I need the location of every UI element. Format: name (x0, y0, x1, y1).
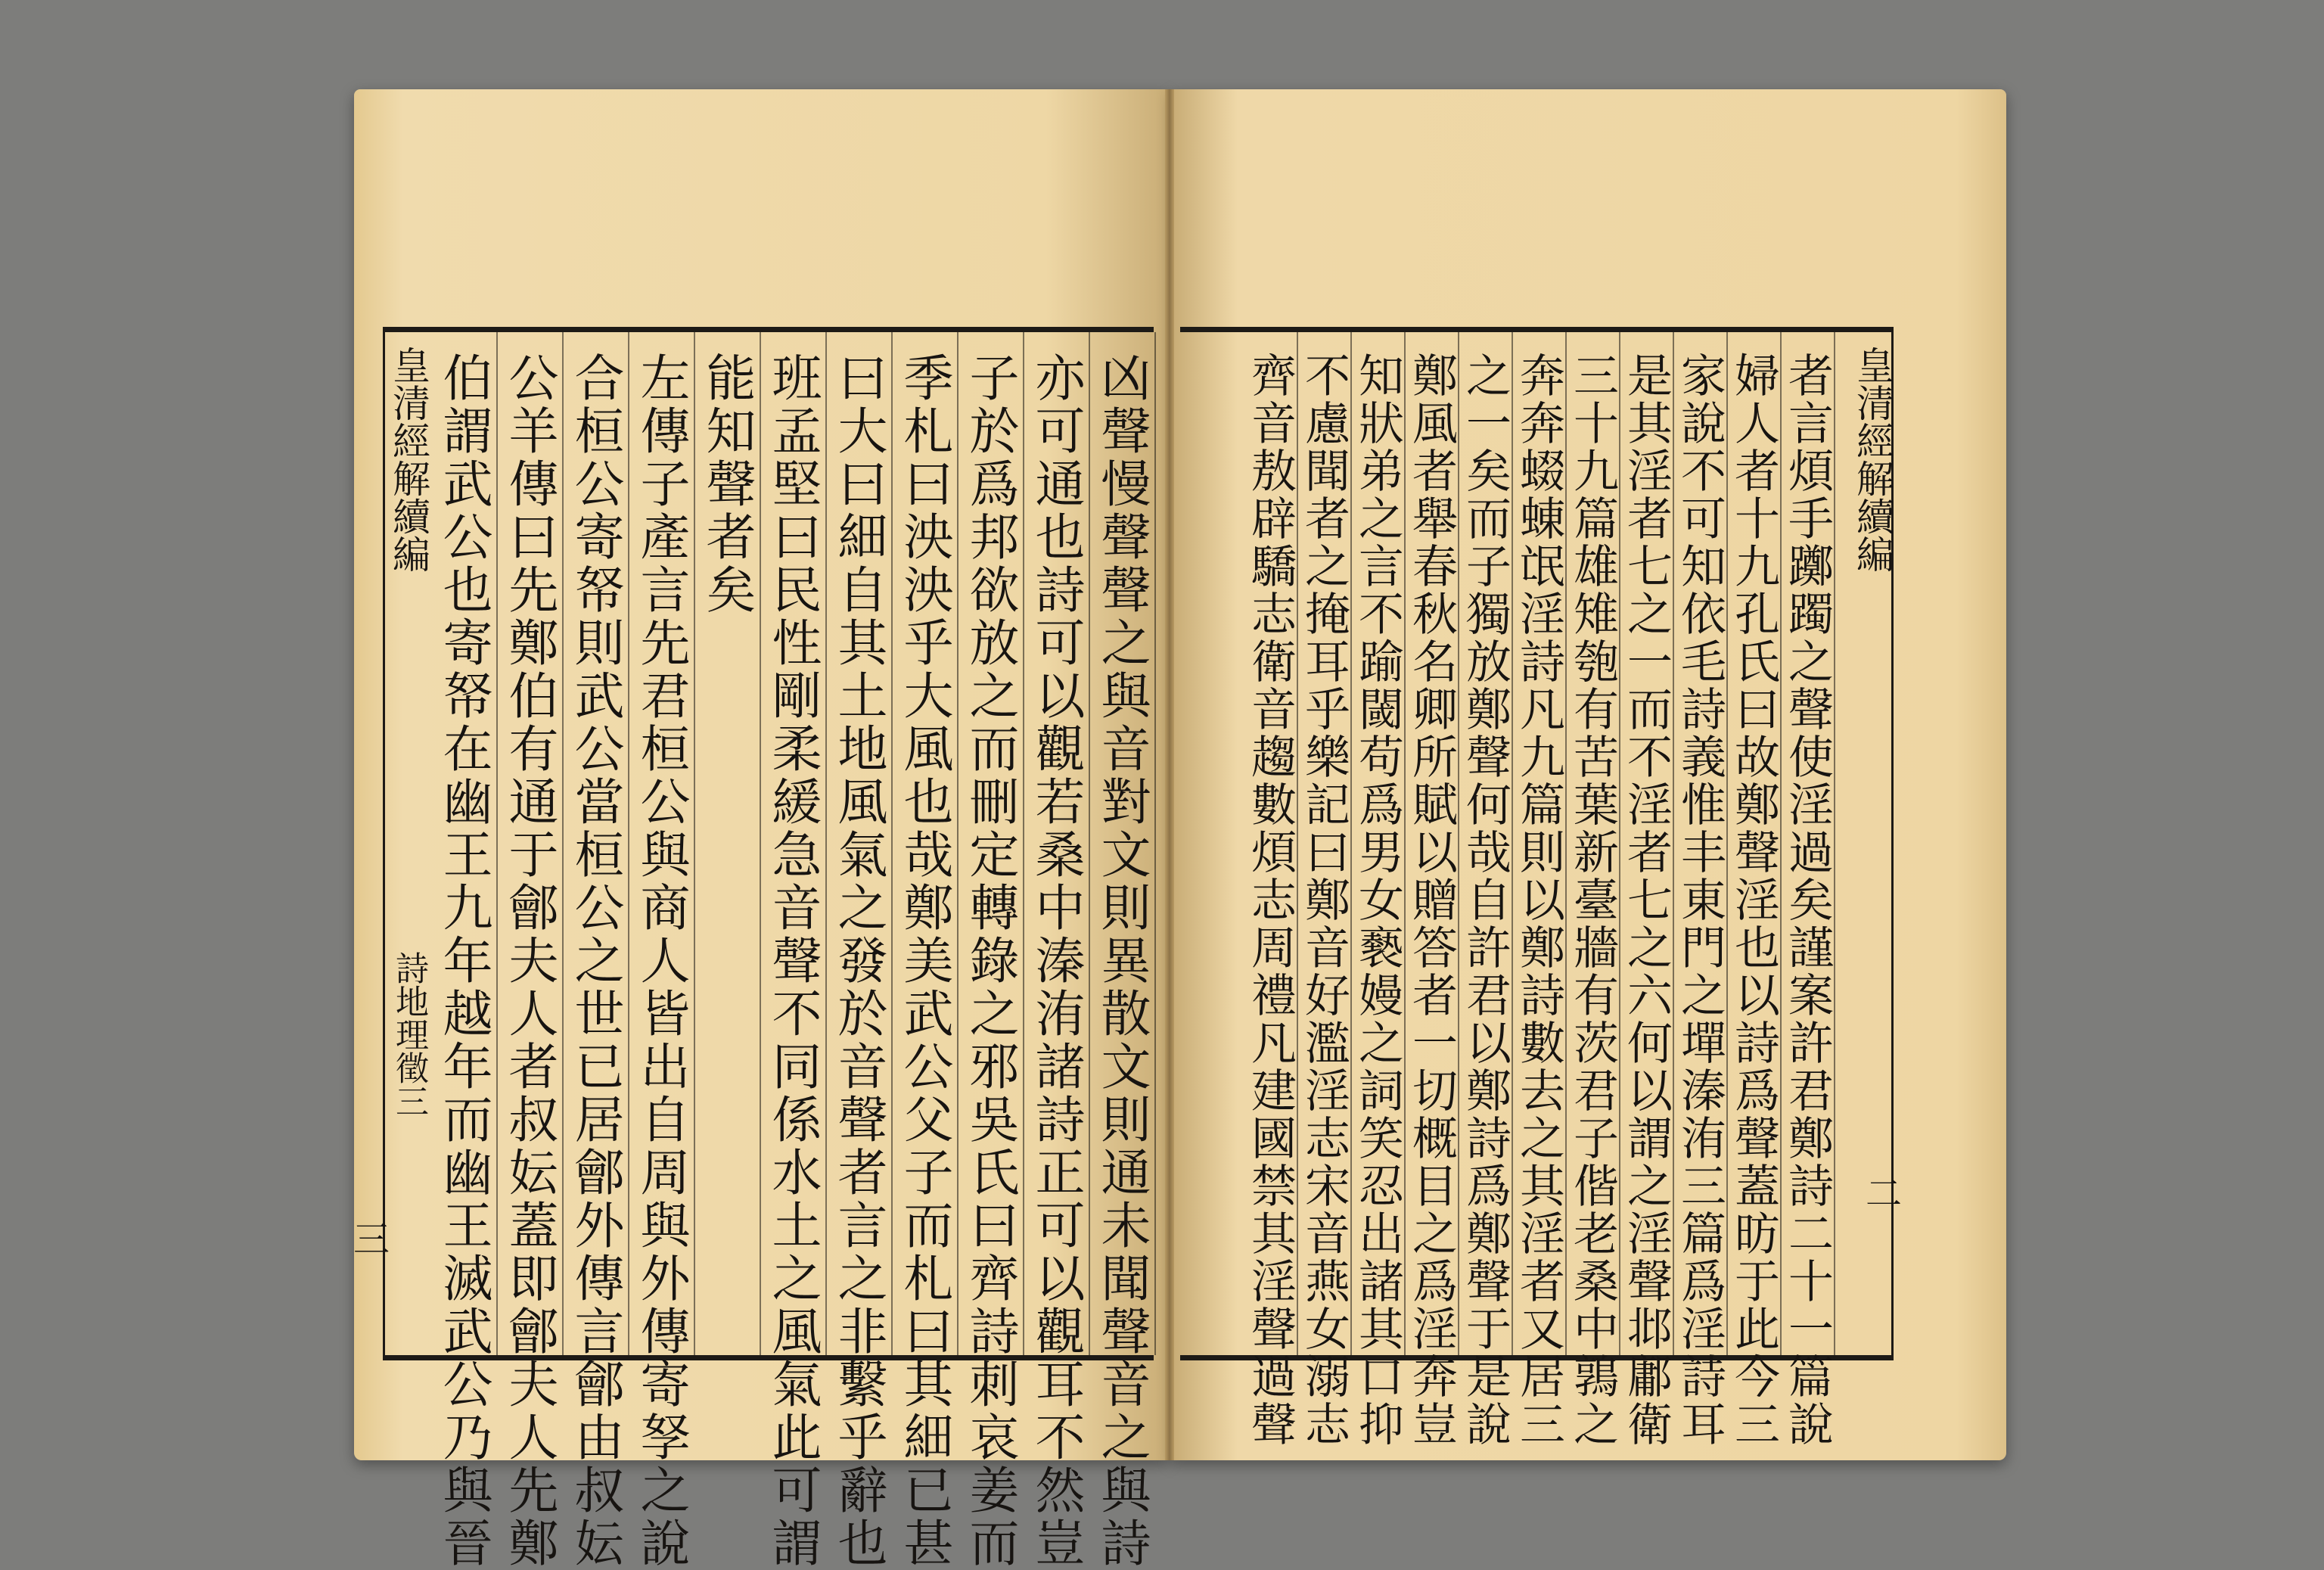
margin-book-title: 皇清經解續編 (387, 346, 430, 573)
text-column: 合桓公寄帑則武公當桓公之世已居鄶外傳言鄶由叔妘 (564, 332, 629, 1355)
text-column: 齊音敖辟驕志衛音趨數煩志周禮凡建國禁其淫聲過聲 (1244, 332, 1298, 1355)
text-column: 曰大曰細自其土地風氣之發於音聲者言之非繫乎辭也 (827, 332, 893, 1355)
text-column: 能知聲者矣 (695, 332, 761, 1355)
margin-book-title: 皇清經解續編 (1850, 346, 1894, 573)
page-number: 三 (353, 1218, 390, 1261)
text-column: 奔奔蝃蝀氓淫詩凡九篇則以鄭詩數去之其淫者又居三 (1513, 332, 1567, 1355)
text-column: 之一矣而子獨放鄭聲何哉自許君以鄭詩爲鄭聲于是說 (1459, 332, 1513, 1355)
text-column: 知狀弟之言不踰閾苟爲男女褻嫚之詞笑忍出諸其口抑 (1352, 332, 1406, 1355)
right-text-frame (1180, 327, 1902, 1448)
text-column: 不慮聞者之掩耳乎樂記曰鄭音好濫淫志宋音燕女溺志 (1298, 332, 1352, 1355)
text-column: 左傳子產言先君桓公與商人皆出自周與外傳寄孥之說 (629, 332, 695, 1355)
text-column: 季札曰泱泱乎大風也哉鄭美武公父子而札曰其細已甚 (893, 332, 958, 1355)
margin-section-title: 詩地理徵三 (390, 951, 428, 1118)
text-column: 三十九篇雄雉匏有苦葉新臺牆有茨君子偕老桑中鶉之 (1567, 332, 1620, 1355)
text-column: 鄭風者舉春秋名卿所賦以贈答者一切概目之爲淫奔豈 (1406, 332, 1459, 1355)
text-column: 者言煩手躑躅之聲使淫過矣謹案許君鄭詩二十一篇說 (1782, 332, 1835, 1355)
text-column: 婦人者十九孔氏曰故鄭聲淫也以詩爲聲蓋昉于此今三 (1728, 332, 1782, 1355)
text-column: 凶聲慢聲聲之與音對文則異散文則通未聞聲音之與詩 (1090, 332, 1156, 1355)
page-number: 二 (1865, 1173, 1902, 1215)
text-column: 家說不可知依毛詩義惟丰東門之墠溱洧三篇爲淫詩耳 (1674, 332, 1728, 1355)
text-column: 是其淫者七之一而不淫者七之六何以謂之淫聲邶鄘衛 (1620, 332, 1674, 1355)
text-column: 班孟堅曰民性剛柔緩急音聲不同係水土之風氣此可謂 (761, 332, 827, 1355)
text-column: 亦可通也詩可以觀若桑中溱洧諸詩正可以觀耳不然豈 (1024, 332, 1090, 1355)
text-column: 公羊傳曰先鄭伯有通于鄶夫人者叔妘蓋即鄶夫人先鄭 (498, 332, 564, 1355)
text-column: 子於爲邦欲放之而刪定轉錄之邪吳氏曰齊詩刺哀姜而 (958, 332, 1024, 1355)
text-column: 伯謂武公也寄帑在幽王九年越年而幽王滅武公乃與晉 (432, 332, 498, 1355)
left-text-frame (353, 327, 1154, 1570)
book-gutter (1165, 89, 1174, 1460)
